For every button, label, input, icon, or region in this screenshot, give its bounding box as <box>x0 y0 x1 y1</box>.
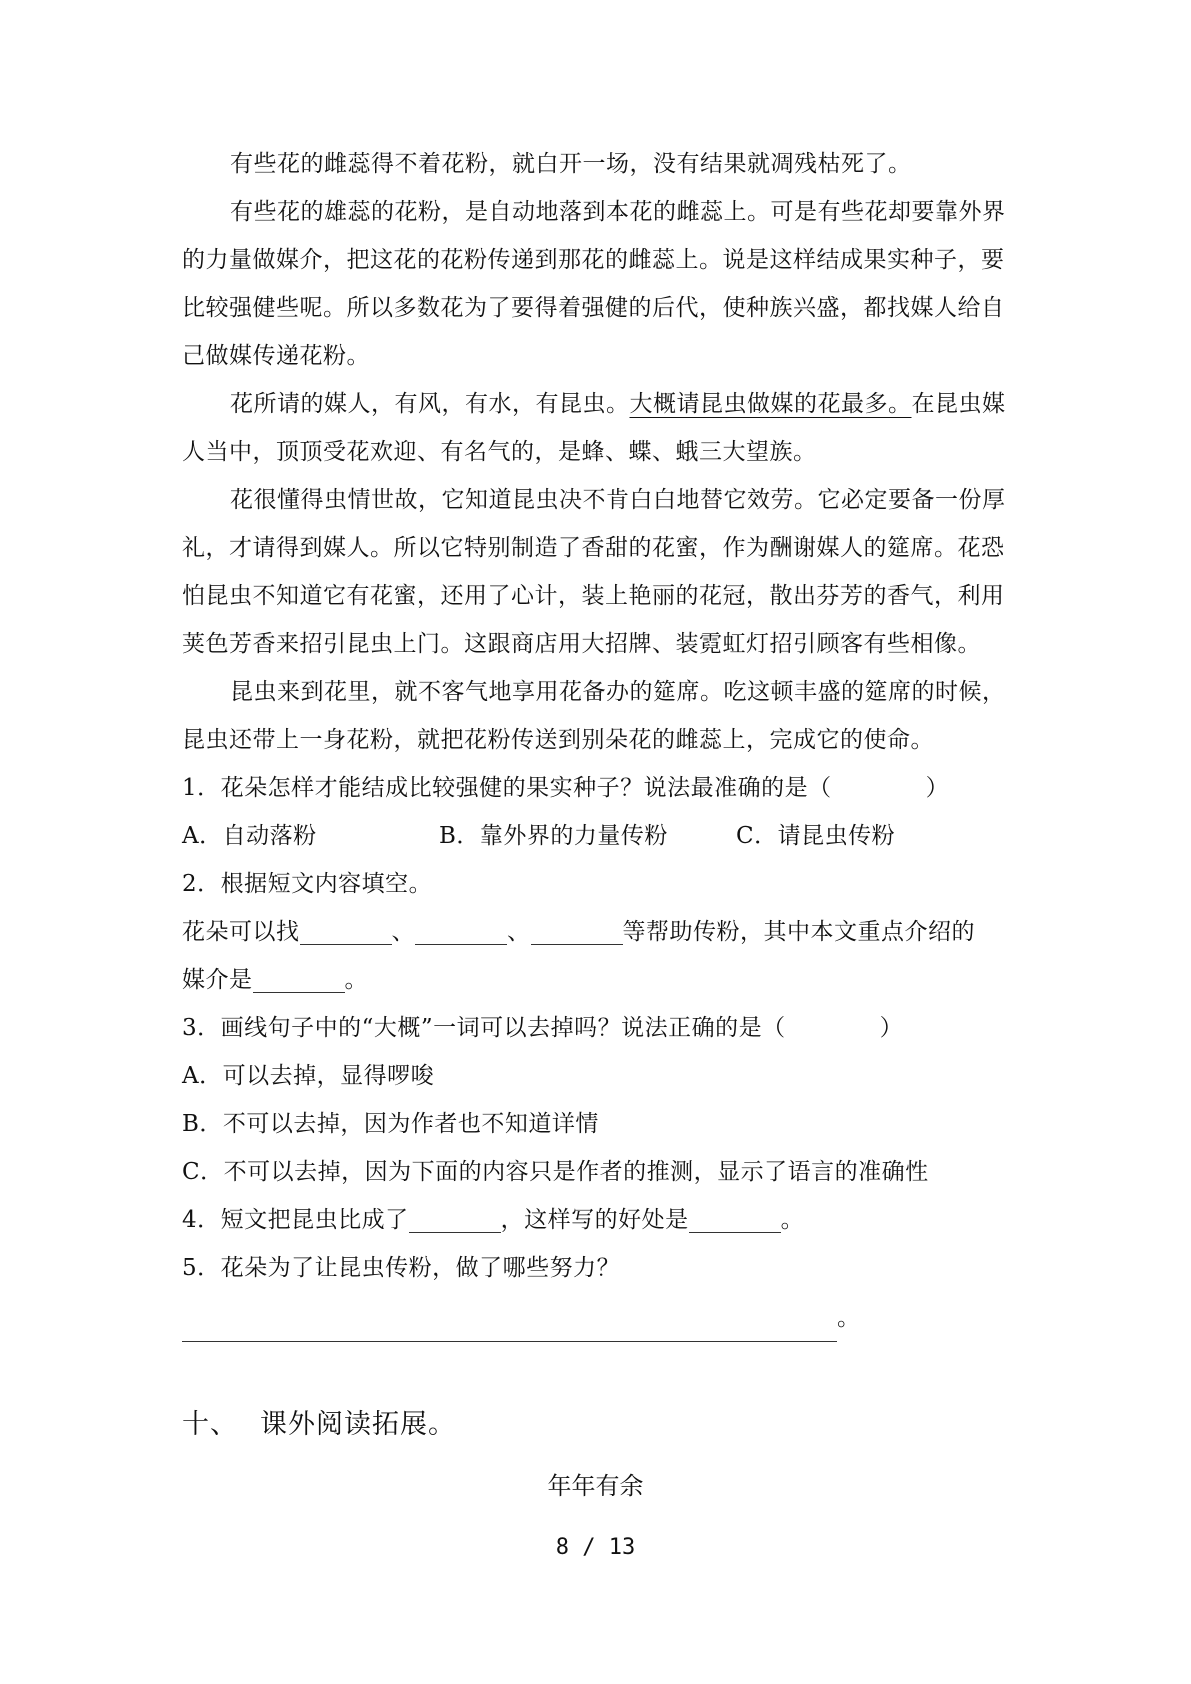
question-4 <box>182 1196 1012 1244</box>
reading-content <box>182 140 1012 1342</box>
q4-start: 4．短文把昆虫比成了 <box>182 1207 409 1233</box>
section-title: 课外阅读拓展。 <box>260 1409 456 1440</box>
section-number: 十、 <box>182 1409 238 1440</box>
q3-option-a: A．可以去掉，显得啰唆 <box>182 1063 435 1089</box>
q5-answer-end: 。 <box>837 1305 861 1331</box>
q1-option-b: B．靠外界的力量传粉 <box>439 823 668 849</box>
passage-paragraph-1: 有些花的雌蕊得不着花粉，就白开一场，没有结果就凋残枯死了。 <box>230 151 912 177</box>
q2-blank-3[interactable] <box>531 914 623 945</box>
q2-blank-1[interactable] <box>300 914 392 945</box>
section-heading <box>182 1402 456 1441</box>
story-title: 年年有余 <box>547 1472 644 1500</box>
q3-option-b: B．不可以去掉，因为作者也不知道详情 <box>182 1111 599 1137</box>
q1-option-a: A．自动落粉 <box>182 823 317 849</box>
q2-separator-1: 、 <box>391 919 415 945</box>
question-1-options <box>182 812 1012 860</box>
q2-fill-end: 。 <box>344 967 368 993</box>
q2-fill-start: 花朵可以找 <box>182 919 300 945</box>
underlined-sentence: 大概请昆虫做媒的花最多。 <box>629 391 912 417</box>
q4-blank-2[interactable] <box>689 1202 781 1233</box>
q4-middle: ，这样写的好处是 <box>500 1207 689 1233</box>
page-number: 8 / 13 <box>555 1535 636 1560</box>
question-2: 2．根据短文内容填空。 <box>182 871 433 897</box>
question-1: 1．花朵怎样才能结成比较强健的果实种子？说法最准确的是（ ） <box>182 775 950 801</box>
q2-fill-middle: 等帮助传粉，其中本文重点介绍的 <box>622 919 975 945</box>
q5-answer-rule <box>182 1305 837 1342</box>
question-2-fill-line-2 <box>182 956 1012 1004</box>
q5-answer-line[interactable] <box>182 1294 1012 1342</box>
q4-end: 。 <box>780 1207 805 1233</box>
q2-blank-2[interactable] <box>415 914 507 945</box>
passage-paragraph-4: 花很懂得虫情世故，它知道昆虫决不肯白白地替它效劳。它必定要备一份厚礼，才请得到媒人。所以它特别制造了香甜的花蜜，作为酬谢媒人的筵席。花恐怕昆虫不知道它有花蜜，还用了心计，装上艳丽的花冠，散出芬芳的香气，利用荚色芳香来招引昆虫上门。这跟商店用大招牌、装霓虹灯招引顾客有些相像。 <box>182 487 1006 657</box>
question-3: 3．画线句子中的“大概”一词可以去掉吗？说法正确的是（ ） <box>182 1015 904 1041</box>
paragraph-3-start: 花所请的媒人，有风，有水，有昆虫。 <box>230 391 630 417</box>
q4-blank-1[interactable] <box>409 1202 501 1233</box>
q3-option-c: C．不可以去掉，因为下面的内容只是作者的推测，显示了语言的准确性 <box>182 1159 929 1185</box>
q2-separator-2: 、 <box>507 919 531 945</box>
passage-paragraph-2: 有些花的雄蕊的花粉，是自动地落到本花的雌蕊上。可是有些花却要靠外界的力量做媒介，把这花的花粉传递到那花的雌蕊上。说是这样结成果实种子，要比较强健些呢。所以多数花为了要得着强健的后代，使种族兴盛，都找媒人给自己做媒传递花粉。 <box>182 199 1006 369</box>
q2-blank-4[interactable] <box>253 962 345 993</box>
q2-fill-medium: 媒介是 <box>182 967 253 993</box>
q1-option-c: C．请昆虫传粉 <box>736 823 896 849</box>
question-5: 5．花朵为了让昆虫传粉，做了哪些努力？ <box>182 1255 621 1281</box>
passage-paragraph-3 <box>182 380 1012 476</box>
paragraph-3-end: 在昆虫媒人当中，顶顶受花欢迎、有名气的，是蜂、蝶、蛾三大望族。 <box>182 391 1006 465</box>
passage-paragraph-5: 昆虫来到花里，就不客气地享用花备办的筵席。吃这顿丰盛的筵席的时候，昆虫还带上一身花粉，就把花粉传送到别朵花的雌蕊上，完成它的使命。 <box>182 679 1006 753</box>
question-2-fill-line <box>182 908 1012 956</box>
